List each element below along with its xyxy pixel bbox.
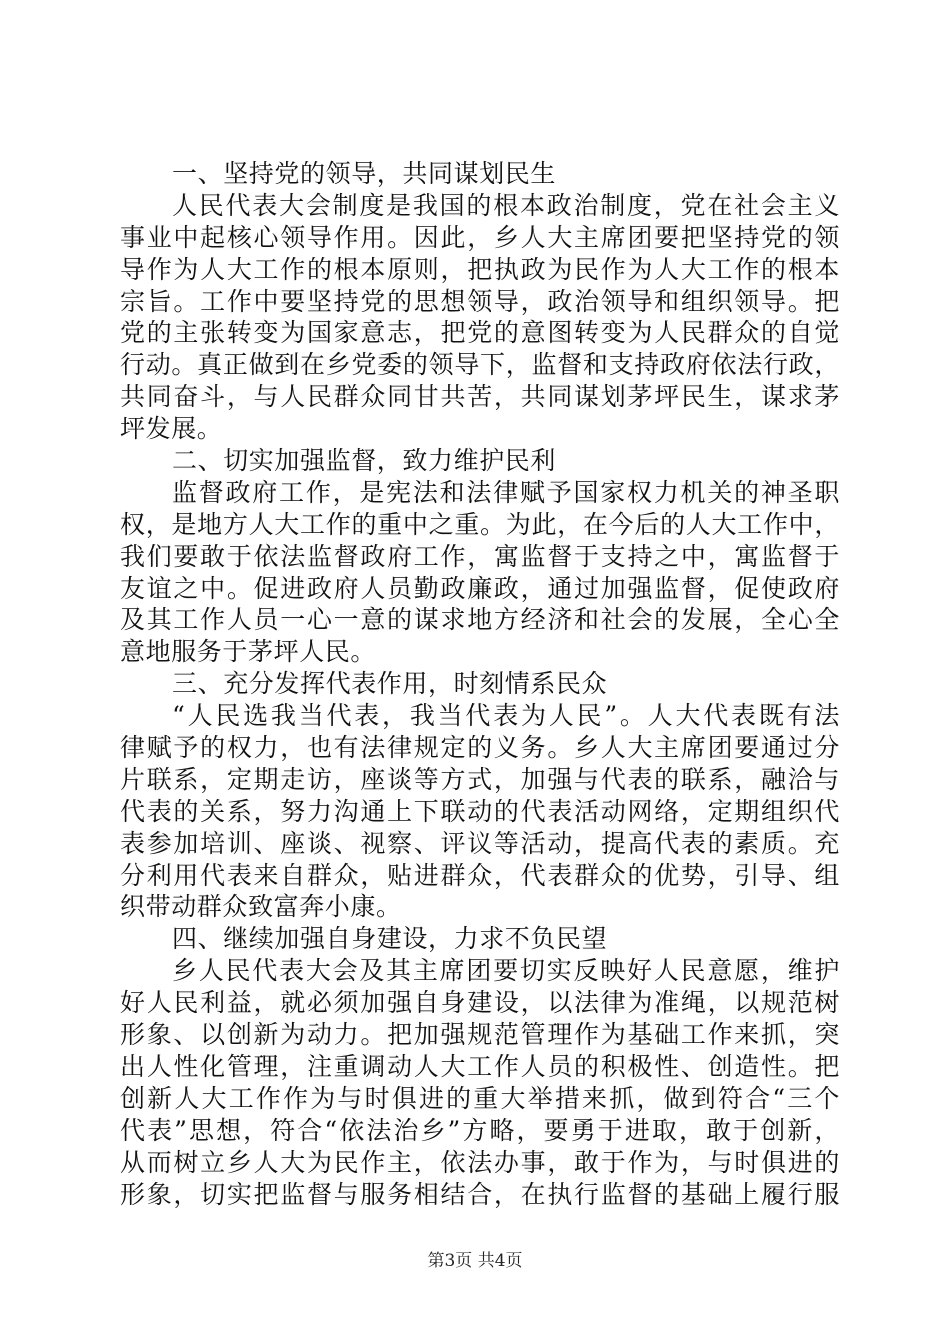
- paragraph-line-indented: 二、切实加强监督，致力维护民利: [172, 446, 557, 476]
- paragraph-line: 创新人大工作作为与时俱进的重大举措来抓，做到符合“三个: [120, 1083, 840, 1113]
- paragraph-line: 共同奋斗，与人民群众同甘共苦，共同谋划茅坪民生，谋求茅: [120, 382, 840, 412]
- paragraph-line-indented: 一、坚持党的领导，共同谋划民生: [172, 159, 557, 188]
- paragraph-line: 宗旨。工作中要坚持党的思想领导，政治领导和组织领导。把: [120, 286, 840, 316]
- paragraph-line: 权，是地方人大工作的重中之重。为此，在今后的人大工作中，: [120, 509, 840, 539]
- paragraph-line-indented: 乡人民代表大会及其主席团要切实反映好人民意愿，维护: [172, 956, 840, 986]
- paragraph-line: 党的主张转变为国家意志，把党的意图转变为人民群众的自觉: [120, 318, 840, 348]
- paragraph-line-indented: 三、充分发挥代表作用，时刻情系民众: [172, 669, 608, 699]
- paragraph-line: 意地服务于茅坪人民。: [120, 637, 377, 667]
- paragraph-line: 导作为人大工作的根本原则，把执政为民作为人大工作的根本: [120, 254, 840, 284]
- paragraph-line: 代表”思想，符合“依法治乡”方略，要勇于进取，敢于创新，: [120, 1115, 840, 1145]
- paragraph-line: 形象、以创新为动力。把加强规范管理作为基础工作来抓，突: [120, 1020, 840, 1050]
- paragraph-line: 表参加培训、座谈、视察、评议等活动，提高代表的素质。充: [120, 828, 840, 858]
- paragraph-line: 好人民利益，就必须加强自身建设，以法律为准绳，以规范树: [120, 988, 840, 1018]
- paragraph-line: 代表的关系，努力沟通上下联动的代表活动网络，定期组织代: [120, 796, 840, 826]
- paragraph-line: 形象，切实把监督与服务相结合，在执行监督的基础上履行服: [120, 1179, 840, 1209]
- paragraph-line-indented: “人民选我当代表，我当代表为人民”。人大代表既有法: [172, 701, 840, 731]
- paragraph-line: 分利用代表来自群众，贴进群众，代表群众的优势，引导、组: [120, 860, 840, 890]
- paragraph-line: 从而树立乡人大为民作主，依法办事，敢于作为，与时俱进的: [120, 1147, 840, 1177]
- paragraph-line: 事业中起核心领导作用。因此，乡人大主席团要把坚持党的领: [120, 222, 840, 252]
- paragraph-line: 友谊之中。促进政府人员勤政廉政，通过加强监督，促使政府: [120, 573, 840, 603]
- page-footer: 第3页 共4页: [427, 1251, 523, 1271]
- paragraph-line-indented: 四、继续加强自身建设，力求不负民望: [172, 924, 608, 954]
- paragraph-line: 出人性化管理，注重调动人大工作人员的积极性、创造性。把: [120, 1051, 840, 1081]
- paragraph-line: 片联系，定期走访，座谈等方式，加强与代表的联系，融洽与: [120, 764, 840, 794]
- paragraph-line: 及其工作人员一心一意的谋求地方经济和社会的发展，全心全: [120, 605, 840, 635]
- paragraph-line-indented: 监督政府工作，是宪法和法律赋予国家权力机关的神圣职: [172, 477, 840, 507]
- paragraph-line-indented: 人民代表大会制度是我国的根本政治制度，党在社会主义: [172, 190, 840, 220]
- paragraph-line: 我们要敢于依法监督政府工作，寓监督于支持之中，寓监督于: [120, 541, 840, 571]
- paragraph-line: 律赋予的权力，也有法律规定的义务。乡人大主席团要通过分: [120, 733, 840, 763]
- document-body: [120, 158, 840, 1210]
- paragraph-line: 行动。真正做到在乡党委的领导下，监督和支持政府依法行政，: [120, 350, 840, 380]
- paragraph-line: 坪发展。: [120, 414, 223, 444]
- paragraph-line: 织带动群众致富奔小康。: [120, 892, 402, 922]
